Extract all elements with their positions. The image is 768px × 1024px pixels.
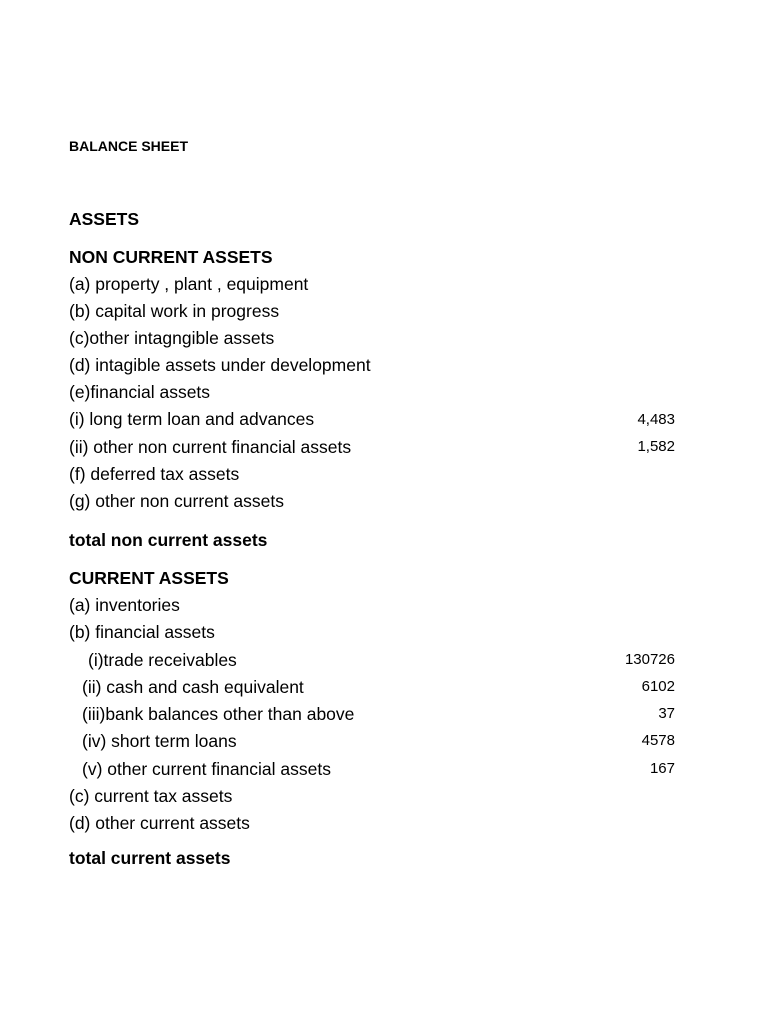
nca-item-other-noncurrent-assets: (g) other non current assets: [69, 491, 284, 511]
nca-item-intangible-under-development: (d) intagible assets under development: [69, 355, 371, 375]
assets-heading: ASSETS: [69, 209, 140, 229]
nca-item-property-plant-equipment: (a) property , plant , equipment: [69, 274, 309, 294]
nca-item-other-intangible-assets: (c)other intagngible assets: [69, 328, 275, 348]
nca-item-capital-work-in-progress: (b) capital work in progress: [69, 301, 280, 321]
total-non-current-assets-label: total non current assets: [69, 530, 268, 550]
ca-value-other-current-financial: 167: [649, 760, 675, 777]
ca-item-trade-receivables: (i)trade receivables: [88, 650, 237, 670]
nca-value-long-term-loan: 4,483: [637, 411, 675, 428]
document-title: BALANCE SHEET: [69, 138, 189, 154]
ca-value-cash-equivalent: 6102: [641, 678, 675, 695]
nca-item-financial-assets: (e)financial assets: [69, 382, 211, 402]
ca-value-short-term-loans: 4578: [641, 732, 675, 749]
total-current-assets-label: total current assets: [69, 848, 231, 868]
ca-item-short-term-loans: (iv) short term loans: [82, 731, 237, 751]
ca-item-inventories: (a) inventories: [69, 595, 180, 615]
nca-item-deferred-tax-assets: (f) deferred tax assets: [69, 464, 240, 484]
ca-item-other-current-assets: (d) other current assets: [69, 813, 250, 833]
nca-item-other-noncurrent-financial: (ii) other non current financial assets: [69, 437, 352, 457]
ca-value-trade-receivables: 130726: [624, 651, 675, 668]
ca-item-bank-balances: (iii)bank balances other than above: [82, 704, 355, 724]
ca-item-financial-assets: (b) financial assets: [69, 622, 215, 642]
ca-item-current-tax-assets: (c) current tax assets: [69, 786, 233, 806]
non-current-assets-heading: NON CURRENT ASSETS: [69, 247, 273, 267]
ca-item-other-current-financial: (v) other current financial assets: [82, 759, 331, 779]
ca-item-cash-equivalent: (ii) cash and cash equivalent: [82, 677, 304, 697]
nca-item-long-term-loan: (i) long term loan and advances: [69, 409, 315, 429]
nca-value-other-noncurrent-financial: 1,582: [637, 438, 675, 455]
ca-value-bank-balances: 37: [658, 705, 675, 722]
current-assets-heading: CURRENT ASSETS: [69, 568, 229, 588]
